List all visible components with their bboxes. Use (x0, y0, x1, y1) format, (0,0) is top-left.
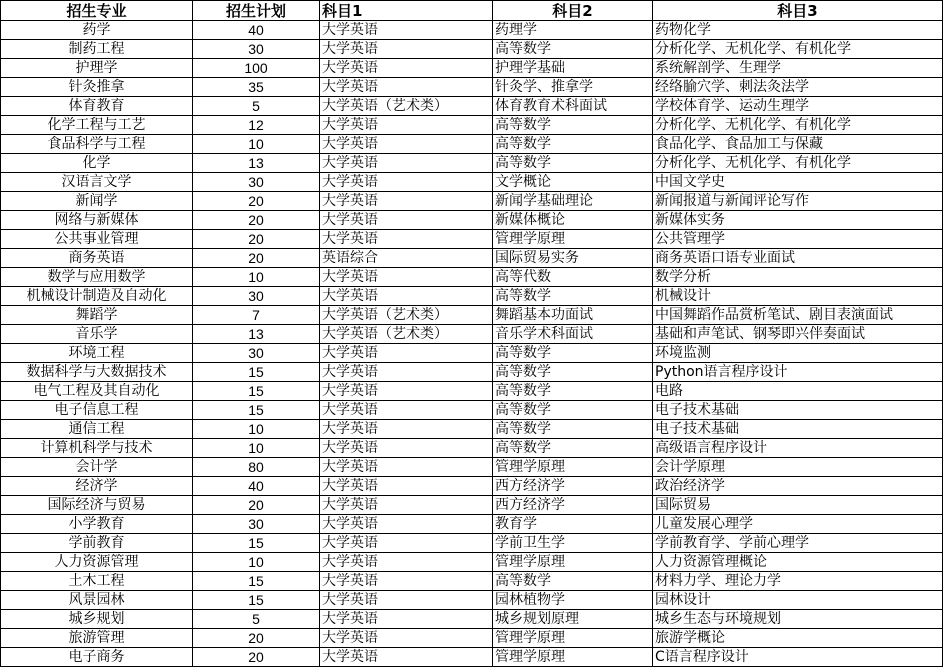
cell-subject-1[interactable]: 大学英语（艺术类） (320, 306, 493, 325)
table-row (1, 591, 943, 610)
cell-subject-2[interactable]: 高等数学 (493, 40, 653, 59)
cell-subject-3[interactable]: 学校体育学、运动生理学 (653, 97, 943, 116)
cell-subject-1[interactable]: 大学英语（艺术类） (320, 97, 493, 116)
cell-major[interactable]: 电子商务 (1, 648, 193, 667)
cell-major[interactable]: 汉语言文学 (1, 173, 193, 192)
cell-subject-2[interactable]: 西方经济学 (493, 496, 653, 515)
cell-subject-1[interactable]: 大学英语 (320, 192, 493, 211)
cell-plan[interactable]: 20 (193, 648, 320, 667)
cell-subject-1[interactable]: 大学英语 (320, 40, 493, 59)
table-row (1, 325, 943, 344)
cell-subject-3[interactable]: 电路 (653, 382, 943, 401)
cell-subject-3[interactable]: 儿童发展心理学 (653, 515, 943, 534)
cell-subject-1[interactable]: 英语综合 (320, 249, 493, 268)
cell-plan[interactable]: 30 (193, 344, 320, 363)
cell-major[interactable]: 环境工程 (1, 344, 193, 363)
cell-subject-1[interactable]: 大学英语 (320, 572, 493, 591)
cell-major[interactable]: 药学 (1, 21, 193, 40)
cell-subject-2[interactable]: 舞蹈基本功面试 (493, 306, 653, 325)
cell-subject-3[interactable]: 旅游学概论 (653, 629, 943, 648)
cell-plan[interactable]: 40 (193, 477, 320, 496)
cell-subject-3[interactable]: 公共管理学 (653, 230, 943, 249)
cell-plan[interactable]: 30 (193, 515, 320, 534)
cell-subject-3[interactable]: 人力资源管理概论 (653, 553, 943, 572)
cell-major[interactable]: 音乐学 (1, 325, 193, 344)
cell-major[interactable]: 旅游管理 (1, 629, 193, 648)
cell-subject-1[interactable]: 大学英语 (320, 477, 493, 496)
table-row (1, 21, 943, 40)
cell-major[interactable]: 机械设计制造及自动化 (1, 287, 193, 306)
cell-subject-1[interactable]: 大学英语 (320, 401, 493, 420)
cell-plan[interactable]: 20 (193, 230, 320, 249)
cell-major[interactable]: 数学与应用数学 (1, 268, 193, 287)
cell-major[interactable]: 电气工程及其自动化 (1, 382, 193, 401)
table-row (1, 572, 943, 591)
table-row (1, 306, 943, 325)
cell-subject-1[interactable]: 大学英语 (320, 420, 493, 439)
cell-subject-1[interactable]: 大学英语 (320, 173, 493, 192)
cell-subject-1[interactable]: 大学英语 (320, 230, 493, 249)
cell-subject-1[interactable]: 大学英语 (320, 553, 493, 572)
cell-subject-3[interactable]: 食品化学、食品加工与保藏 (653, 135, 943, 154)
table-row (1, 496, 943, 515)
cell-subject-2[interactable]: 高等数学 (493, 287, 653, 306)
table-row (1, 401, 943, 420)
table-row (1, 249, 943, 268)
table-row (1, 534, 943, 553)
cell-plan[interactable]: 13 (193, 325, 320, 344)
cell-subject-3[interactable]: 园林设计 (653, 591, 943, 610)
cell-plan[interactable]: 15 (193, 382, 320, 401)
cell-plan[interactable]: 80 (193, 458, 320, 477)
cell-major[interactable]: 会计学 (1, 458, 193, 477)
cell-subject-2[interactable]: 高等数学 (493, 401, 653, 420)
cell-subject-1[interactable]: 大学英语 (320, 648, 493, 667)
cell-subject-2[interactable]: 管理学原理 (493, 648, 653, 667)
cell-subject-3[interactable]: Python语言程序设计 (653, 363, 943, 382)
cell-plan[interactable]: 10 (193, 135, 320, 154)
cell-plan[interactable]: 100 (193, 59, 320, 78)
cell-subject-3[interactable]: 机械设计 (653, 287, 943, 306)
cell-major[interactable]: 小学教育 (1, 515, 193, 534)
table-row (1, 363, 943, 382)
table-row (1, 40, 943, 59)
cell-subject-2[interactable]: 西方经济学 (493, 477, 653, 496)
table-row (1, 515, 943, 534)
cell-subject-2[interactable]: 高等数学 (493, 420, 653, 439)
cell-plan[interactable]: 20 (193, 249, 320, 268)
table-row (1, 420, 943, 439)
cell-plan[interactable]: 15 (193, 591, 320, 610)
cell-plan[interactable]: 20 (193, 211, 320, 230)
cell-subject-3[interactable]: 学前教育学、学前心理学 (653, 534, 943, 553)
cell-major[interactable]: 公共事业管理 (1, 230, 193, 249)
cell-subject-3[interactable]: 数学分析 (653, 268, 943, 287)
cell-plan[interactable]: 20 (193, 192, 320, 211)
cell-subject-2[interactable]: 园林植物学 (493, 591, 653, 610)
cell-plan[interactable]: 30 (193, 40, 320, 59)
cell-subject-2[interactable]: 高等数学 (493, 363, 653, 382)
cell-subject-3[interactable]: 分析化学、无机化学、有机化学 (653, 40, 943, 59)
cell-subject-3[interactable]: 经络腧穴学、刺法灸法学 (653, 78, 943, 97)
cell-subject-2[interactable]: 新媒体概论 (493, 211, 653, 230)
cell-plan[interactable]: 5 (193, 610, 320, 629)
table-row (1, 477, 943, 496)
table-row (1, 154, 943, 173)
cell-subject-3[interactable]: 新闻报道与新闻评论写作 (653, 192, 943, 211)
cell-subject-2[interactable]: 高等数学 (493, 439, 653, 458)
cell-major[interactable]: 数据科学与大数据技术 (1, 363, 193, 382)
header-subject-1[interactable]: 科目1 (320, 1, 493, 21)
cell-major[interactable]: 国际经济与贸易 (1, 496, 193, 515)
cell-subject-1[interactable]: 大学英语 (320, 629, 493, 648)
table-row (1, 230, 943, 249)
cell-major[interactable]: 食品科学与工程 (1, 135, 193, 154)
cell-subject-1[interactable]: 大学英语 (320, 268, 493, 287)
cell-plan[interactable]: 12 (193, 116, 320, 135)
cell-subject-1[interactable]: 大学英语 (320, 458, 493, 477)
cell-subject-3[interactable]: 药物化学 (653, 21, 943, 40)
table-row (1, 59, 943, 78)
cell-major[interactable]: 人力资源管理 (1, 553, 193, 572)
cell-subject-2[interactable]: 高等代数 (493, 268, 653, 287)
table-row (1, 458, 943, 477)
cell-plan[interactable]: 35 (193, 78, 320, 97)
cell-subject-1[interactable]: 大学英语 (320, 59, 493, 78)
cell-plan[interactable]: 10 (193, 439, 320, 458)
cell-subject-3[interactable]: 电子技术基础 (653, 401, 943, 420)
cell-major[interactable]: 城乡规划 (1, 610, 193, 629)
cell-subject-3[interactable]: 国际贸易 (653, 496, 943, 515)
table-row (1, 173, 943, 192)
cell-major[interactable]: 舞蹈学 (1, 306, 193, 325)
table-row (1, 439, 943, 458)
cell-subject-1[interactable]: 大学英语 (320, 534, 493, 553)
table-row (1, 553, 943, 572)
cell-subject-2[interactable]: 针灸学、推拿学 (493, 78, 653, 97)
cell-subject-3[interactable]: 材料力学、理论力学 (653, 572, 943, 591)
cell-subject-2[interactable]: 高等数学 (493, 572, 653, 591)
table-row (1, 382, 943, 401)
cell-subject-2[interactable]: 国际贸易实务 (493, 249, 653, 268)
cell-plan[interactable]: 15 (193, 534, 320, 553)
cell-subject-3[interactable]: 电子技术基础 (653, 420, 943, 439)
table-row (1, 135, 943, 154)
cell-subject-3[interactable]: 分析化学、无机化学、有机化学 (653, 116, 943, 135)
cell-subject-2[interactable]: 高等数学 (493, 382, 653, 401)
header-plan[interactable]: 招生计划 (193, 1, 320, 21)
cell-subject-2[interactable]: 管理学原理 (493, 230, 653, 249)
cell-subject-1[interactable]: 大学英语 (320, 496, 493, 515)
cell-plan[interactable]: 10 (193, 553, 320, 572)
cell-subject-3[interactable]: 高级语言程序设计 (653, 439, 943, 458)
cell-major[interactable]: 化学 (1, 154, 193, 173)
cell-subject-2[interactable]: 管理学原理 (493, 458, 653, 477)
cell-plan[interactable]: 13 (193, 154, 320, 173)
cell-major[interactable]: 商务英语 (1, 249, 193, 268)
cell-plan[interactable]: 20 (193, 629, 320, 648)
cell-plan[interactable]: 15 (193, 363, 320, 382)
cell-subject-2[interactable]: 高等数学 (493, 135, 653, 154)
cell-subject-3[interactable]: 城乡生态与环境规划 (653, 610, 943, 629)
cell-major[interactable]: 计算机科学与技术 (1, 439, 193, 458)
cell-subject-2[interactable]: 管理学原理 (493, 553, 653, 572)
cell-plan[interactable]: 5 (193, 97, 320, 116)
cell-subject-1[interactable]: 大学英语 (320, 610, 493, 629)
table-row (1, 287, 943, 306)
cell-subject-1[interactable]: 大学英语 (320, 287, 493, 306)
cell-major[interactable]: 经济学 (1, 477, 193, 496)
cell-subject-3[interactable]: 分析化学、无机化学、有机化学 (653, 154, 943, 173)
cell-subject-3[interactable]: 会计学原理 (653, 458, 943, 477)
cell-major[interactable]: 化学工程与工艺 (1, 116, 193, 135)
header-major[interactable]: 招生专业 (1, 1, 193, 21)
cell-subject-2[interactable]: 体育教育术科面试 (493, 97, 653, 116)
cell-major[interactable]: 通信工程 (1, 420, 193, 439)
table-row (1, 211, 943, 230)
cell-major[interactable]: 网络与新媒体 (1, 211, 193, 230)
cell-subject-3[interactable]: 环境监测 (653, 344, 943, 363)
header-row (1, 1, 943, 21)
table-row (1, 648, 943, 667)
cell-subject-1[interactable]: 大学英语 (320, 211, 493, 230)
cell-subject-1[interactable]: 大学英语 (320, 591, 493, 610)
cell-major[interactable]: 针灸推拿 (1, 78, 193, 97)
cell-subject-2[interactable]: 高等数学 (493, 116, 653, 135)
cell-subject-3[interactable]: 中国舞蹈作品赏析笔试、剧目表演面试 (653, 306, 943, 325)
table-row (1, 192, 943, 211)
cell-subject-2[interactable]: 教育学 (493, 515, 653, 534)
cell-subject-1[interactable]: 大学英语 (320, 439, 493, 458)
cell-plan[interactable]: 15 (193, 572, 320, 591)
cell-major[interactable]: 土木工程 (1, 572, 193, 591)
cell-subject-2[interactable]: 管理学原理 (493, 629, 653, 648)
cell-subject-3[interactable]: 政治经济学 (653, 477, 943, 496)
header-subject-2[interactable]: 科目2 (493, 1, 653, 21)
cell-subject-1[interactable]: 大学英语 (320, 363, 493, 382)
cell-subject-3[interactable]: 新媒体实务 (653, 211, 943, 230)
table-row (1, 610, 943, 629)
cell-subject-1[interactable]: 大学英语（艺术类） (320, 325, 493, 344)
cell-subject-1[interactable]: 大学英语 (320, 78, 493, 97)
cell-subject-1[interactable]: 大学英语 (320, 344, 493, 363)
cell-major[interactable]: 制药工程 (1, 40, 193, 59)
cell-plan[interactable]: 7 (193, 306, 320, 325)
cell-subject-1[interactable]: 大学英语 (320, 21, 493, 40)
cell-plan[interactable]: 40 (193, 21, 320, 40)
cell-subject-2[interactable]: 城乡规划原理 (493, 610, 653, 629)
table-row (1, 629, 943, 648)
cell-plan[interactable]: 10 (193, 420, 320, 439)
cell-subject-3[interactable]: 中国文学史 (653, 173, 943, 192)
cell-major[interactable]: 体育教育 (1, 97, 193, 116)
cell-subject-3[interactable]: 商务英语口语专业面试 (653, 249, 943, 268)
cell-subject-2[interactable]: 文学概论 (493, 173, 653, 192)
cell-major[interactable]: 电子信息工程 (1, 401, 193, 420)
cell-subject-3[interactable]: 系统解剖学、生理学 (653, 59, 943, 78)
cell-subject-2[interactable]: 高等数学 (493, 154, 653, 173)
cell-subject-2[interactable]: 护理学基础 (493, 59, 653, 78)
cell-subject-2[interactable]: 音乐学术科面试 (493, 325, 653, 344)
cell-plan[interactable]: 20 (193, 496, 320, 515)
cell-major[interactable]: 风景园林 (1, 591, 193, 610)
cell-subject-1[interactable]: 大学英语 (320, 116, 493, 135)
cell-subject-2[interactable]: 药理学 (493, 21, 653, 40)
cell-subject-1[interactable]: 大学英语 (320, 135, 493, 154)
table-row (1, 344, 943, 363)
cell-major[interactable]: 护理学 (1, 59, 193, 78)
cell-subject-2[interactable]: 学前卫生学 (493, 534, 653, 553)
cell-subject-2[interactable]: 高等数学 (493, 344, 653, 363)
cell-major[interactable]: 新闻学 (1, 192, 193, 211)
table-row (1, 97, 943, 116)
table-row (1, 116, 943, 135)
table-row (1, 268, 943, 287)
cell-major[interactable]: 学前教育 (1, 534, 193, 553)
cell-subject-2[interactable]: 新闻学基础理论 (493, 192, 653, 211)
cell-plan[interactable]: 10 (193, 268, 320, 287)
table-row (1, 78, 943, 97)
header-subject-3[interactable]: 科目3 (653, 1, 943, 21)
cell-plan[interactable]: 15 (193, 401, 320, 420)
cell-plan[interactable]: 30 (193, 287, 320, 306)
cell-plan[interactable]: 30 (193, 173, 320, 192)
cell-subject-3[interactable]: C语言程序设计 (653, 648, 943, 667)
cell-subject-1[interactable]: 大学英语 (320, 382, 493, 401)
cell-subject-3[interactable]: 基础和声笔试、钢琴即兴伴奏面试 (653, 325, 943, 344)
cell-subject-1[interactable]: 大学英语 (320, 515, 493, 534)
cell-subject-1[interactable]: 大学英语 (320, 154, 493, 173)
